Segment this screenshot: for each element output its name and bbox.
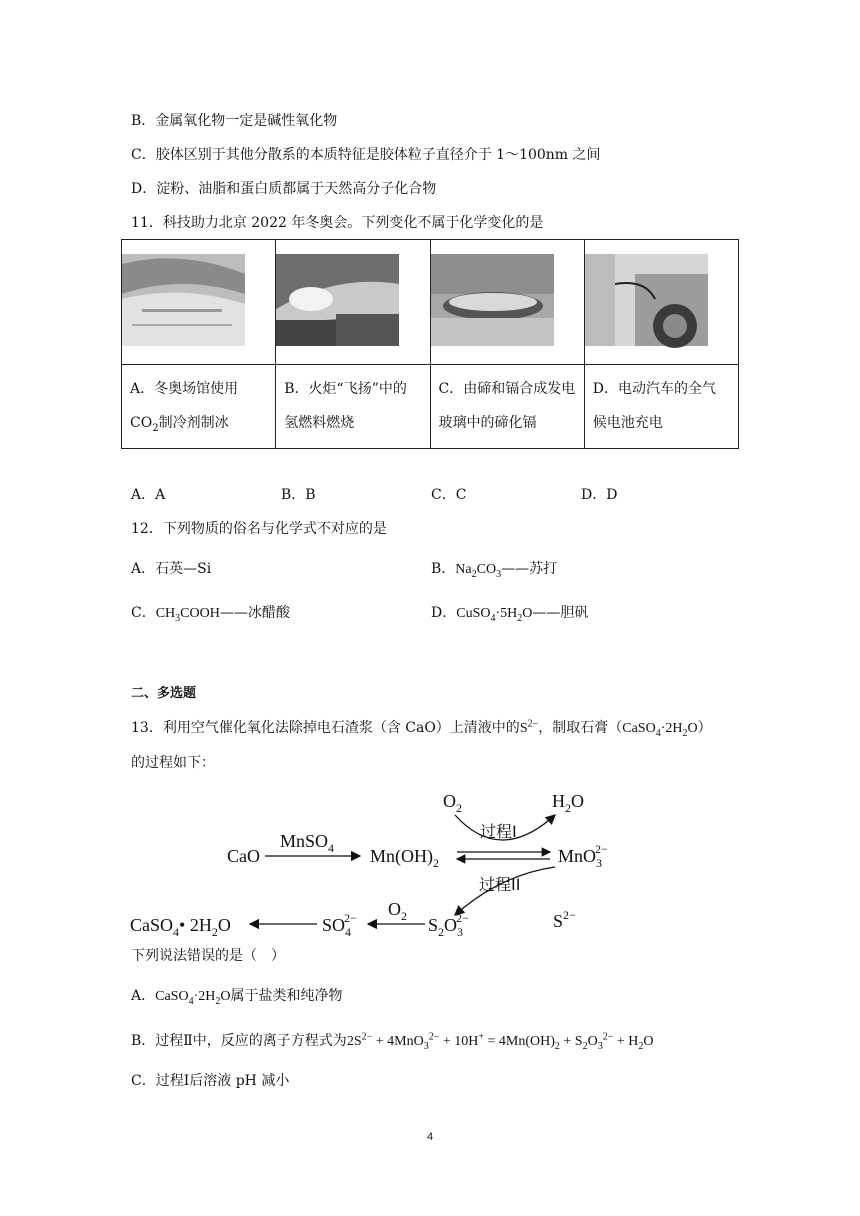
cell-c-image	[430, 240, 584, 365]
question-12-stem: 12．下列物质的俗名与化学式不对应的是	[131, 521, 387, 537]
q12-option-b: B．$Na_2CO_3——$苏打	[431, 561, 558, 580]
caption-d-line2: 候电池充电	[592, 415, 663, 431]
question-13-stem-cont: 的过程如下：	[131, 755, 215, 771]
caption-b-line1: B．火炬“飞扬”中的	[284, 381, 407, 397]
caption-c-line1: C．由碲和镉合成发电	[438, 381, 576, 397]
stadium-ice-photo	[122, 254, 245, 346]
answer-c: C．C	[431, 487, 467, 503]
so4-label: $SO_42-$	[322, 911, 357, 939]
mnoh2-label: $Mn(OH)_2$	[370, 846, 439, 870]
caption-b-line2: 氢燃料燃烧	[284, 415, 355, 431]
cell-c-caption	[430, 365, 584, 449]
caption-a-line1: A．冬奥场馆使用	[130, 381, 239, 397]
option-c: C．胶体区别于其他分散系的本质特征是胶体粒子直径介于 1～100nm 之间	[131, 147, 601, 163]
question-13-stem: 13．利用空气催化氧化法除掉电石渣浆（含 CaO）上清液中的$S^{2-}$，制取石膏$(CaSO_4\cdot 2H_2O)$	[131, 718, 712, 739]
q12-option-a: A．石英—Si	[131, 561, 212, 577]
mno3-label: MnO$_3$2−	[558, 842, 608, 870]
s2-label: $S^{2-}$	[553, 908, 576, 931]
cell-a-image	[122, 240, 276, 365]
cell-d-image	[584, 240, 738, 365]
page-number: 4	[426, 1131, 434, 1143]
question-13-ask: 下列说法错误的是（ ）	[131, 948, 285, 964]
cell-a-caption	[122, 365, 276, 449]
cell-b-caption	[276, 365, 430, 449]
caso4-label: CaSO$_4$• $2H_2O$	[130, 915, 231, 939]
question-11-table	[121, 239, 739, 449]
answer-d: D．D	[581, 487, 618, 503]
question-11-stem: 11．科技助力北京 2022 年冬奥会。下列变化不属于化学变化的是	[131, 215, 544, 231]
process1-label: 过程I	[480, 822, 517, 841]
process-diagram	[125, 785, 608, 939]
o2-oxidant-label: $O_2$	[388, 899, 407, 923]
q13-option-b: B．过程Ⅱ中，反应的离子方程式为$2S^{2-} + 4MnO_3^{2-} + 10H^+ = 4Mn(OH)_2 + S_2O_3^{2-} + H_2O$	[131, 1031, 654, 1052]
s2o3-label: $S_2O_32-$	[428, 911, 469, 939]
answer-a: A．A	[131, 487, 166, 503]
q12-option-d: D．$CuSO_4\cdot 5H_2O——$胆矾	[431, 605, 589, 624]
process2-label: 过程II	[479, 875, 521, 894]
cao-label: CaO	[227, 846, 260, 866]
mnso4-label: MnSO$_4$	[280, 831, 335, 855]
answer-b: B．B	[281, 487, 316, 503]
caption-a-line2: $CO_2$制冷剂制冰	[130, 415, 229, 434]
caption-c-line2: 玻璃中的碲化镉	[438, 415, 537, 431]
stadium-building-photo	[431, 254, 554, 346]
option-d: D．淀粉、油脂和蛋白质都属于天然高分子化合物	[131, 181, 437, 197]
option-b: B．金属氧化物一定是碱性氧化物	[131, 113, 338, 129]
ev-charging-photo	[585, 254, 708, 346]
cell-d-caption	[584, 365, 738, 449]
torch-flame-photo	[276, 254, 399, 346]
q12-option-c: C．$CH_3COOH——$冰醋酸	[131, 605, 290, 624]
q13-option-a: A．$CaSO_4\cdot 2H_2O$属于盐类和纯净物	[131, 988, 343, 1007]
section-heading: 二、多选题	[131, 686, 197, 701]
caption-d-line1: D．电动汽车的全气	[592, 381, 716, 397]
h2o-product-label: $H_2O$	[552, 791, 584, 815]
q13-option-c: C．过程Ⅰ后溶液 pH 减小	[131, 1073, 290, 1089]
cell-b-image	[276, 240, 430, 365]
o2-reactant-label: $O_2$	[443, 791, 462, 815]
